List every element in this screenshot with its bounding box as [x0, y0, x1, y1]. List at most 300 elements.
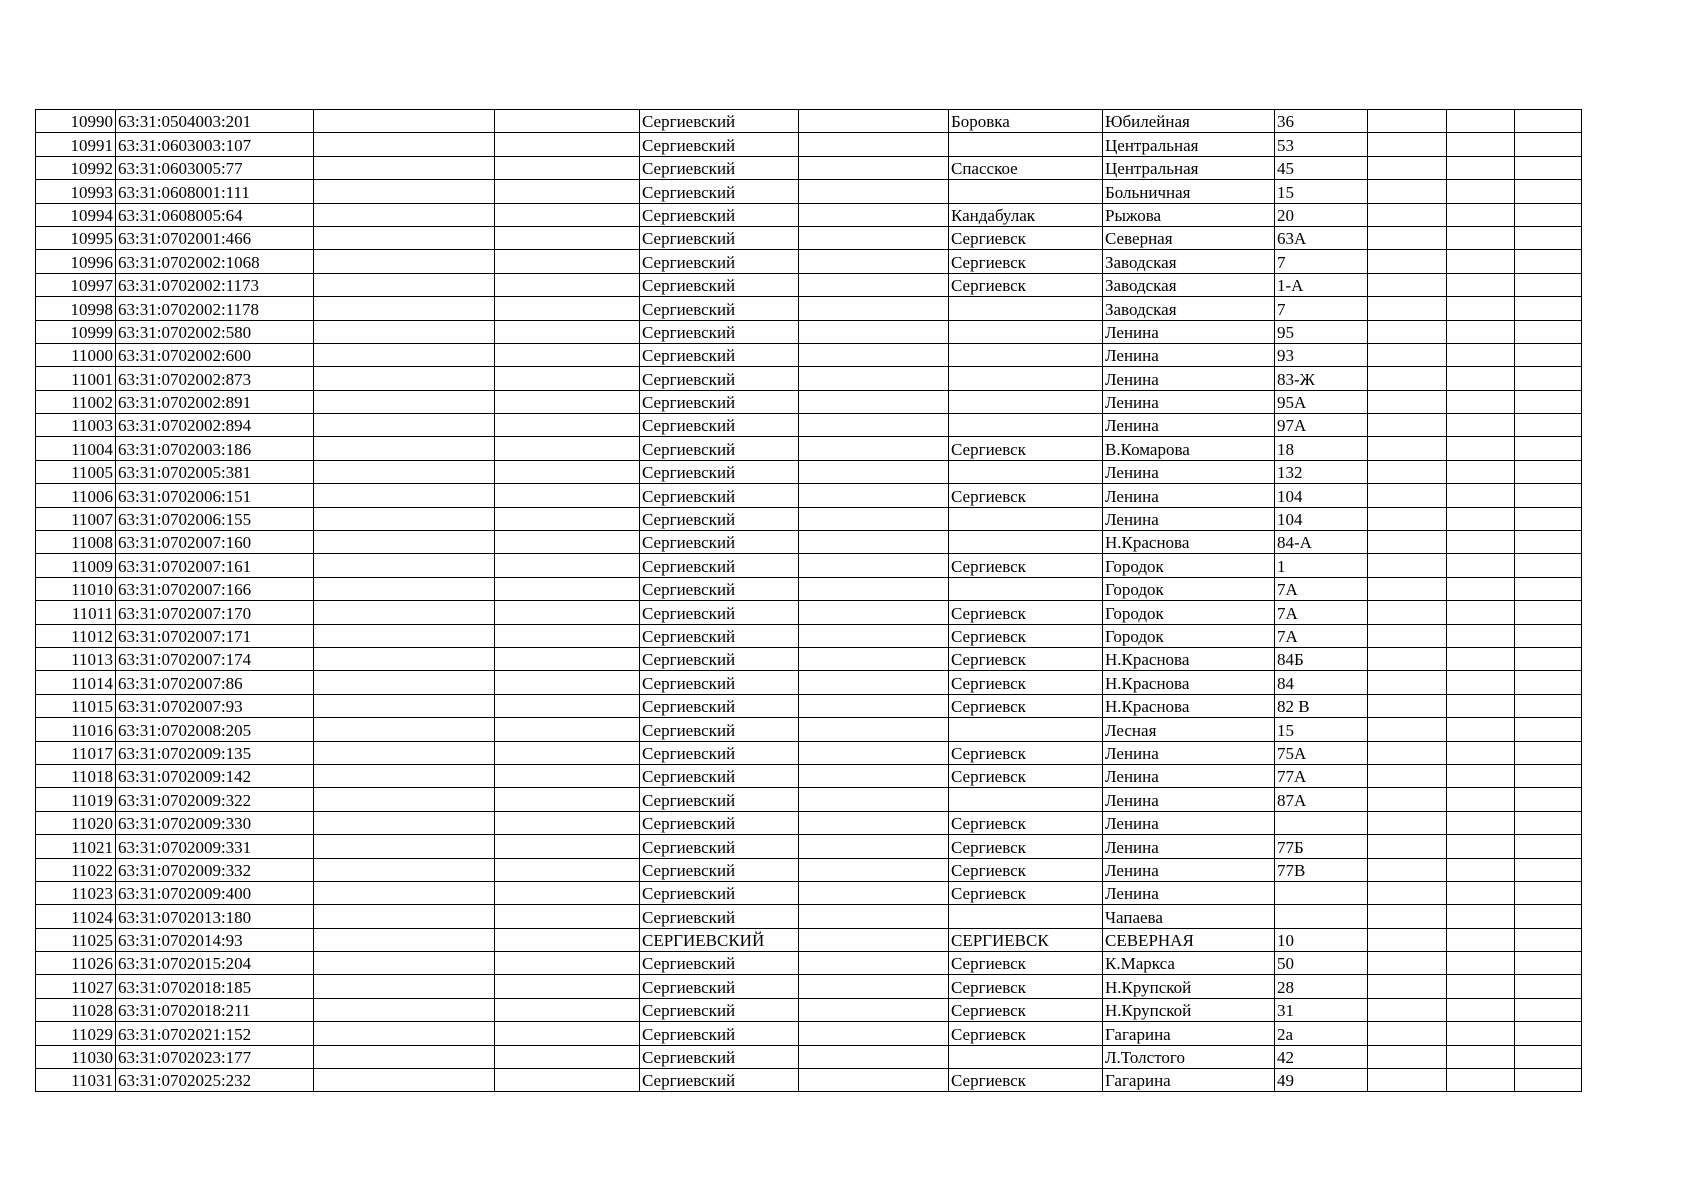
empty-cell [1368, 952, 1447, 975]
house-number-cell: 15 [1275, 180, 1368, 203]
street-cell: Городок [1103, 554, 1275, 577]
row-number-cell: 11031 [36, 1069, 116, 1092]
empty-cell [314, 1069, 495, 1092]
empty-cell [1447, 133, 1515, 156]
empty-cell [1368, 203, 1447, 226]
empty-cell [799, 764, 949, 787]
table-row [36, 437, 1582, 460]
district-cell: Сергиевский [640, 531, 799, 554]
table-row [36, 414, 1582, 437]
street-cell: Городок [1103, 601, 1275, 624]
empty-cell [495, 1045, 640, 1068]
empty-cell [799, 1069, 949, 1092]
empty-cell [1515, 741, 1582, 764]
row-number-cell: 11002 [36, 390, 116, 413]
cadastral-number-cell: 63:31:0603003:107 [116, 133, 314, 156]
empty-cell [799, 437, 949, 460]
settlement-cell: Сергиевск [949, 811, 1103, 834]
empty-cell [1515, 297, 1582, 320]
empty-cell [1368, 367, 1447, 390]
settlement-cell [949, 320, 1103, 343]
settlement-cell [949, 414, 1103, 437]
cadastral-number-cell: 63:31:0702009:400 [116, 881, 314, 904]
house-number-cell: 93 [1275, 343, 1368, 366]
row-number-cell: 11013 [36, 647, 116, 670]
empty-cell [495, 952, 640, 975]
empty-cell [1447, 320, 1515, 343]
house-number-cell: 75А [1275, 741, 1368, 764]
empty-cell [799, 133, 949, 156]
table-row [36, 484, 1582, 507]
empty-cell [1368, 741, 1447, 764]
empty-cell [1515, 647, 1582, 670]
empty-cell [1447, 788, 1515, 811]
row-number-cell: 11008 [36, 531, 116, 554]
house-number-cell: 83-Ж [1275, 367, 1368, 390]
empty-cell [1515, 858, 1582, 881]
empty-cell [1447, 343, 1515, 366]
district-cell: Сергиевский [640, 554, 799, 577]
house-number-cell: 7А [1275, 601, 1368, 624]
house-number-cell: 10 [1275, 928, 1368, 951]
empty-cell [495, 226, 640, 249]
empty-cell [1368, 647, 1447, 670]
street-cell: Л.Толстого [1103, 1045, 1275, 1068]
district-cell: Сергиевский [640, 718, 799, 741]
settlement-cell: Сергиевск [949, 764, 1103, 787]
cadastral-number-cell: 63:31:0702025:232 [116, 1069, 314, 1092]
district-cell: Сергиевский [640, 788, 799, 811]
settlement-cell: Сергиевск [949, 1069, 1103, 1092]
cadastral-register-table [35, 109, 1582, 1092]
house-number-cell: 104 [1275, 507, 1368, 530]
table-row [36, 554, 1582, 577]
empty-cell [799, 226, 949, 249]
table-row [36, 273, 1582, 296]
empty-cell [1515, 718, 1582, 741]
empty-cell [1368, 156, 1447, 179]
row-number-cell: 10999 [36, 320, 116, 343]
empty-cell [1447, 414, 1515, 437]
empty-cell [799, 390, 949, 413]
street-cell: Ленина [1103, 507, 1275, 530]
empty-cell [1368, 811, 1447, 834]
table-row [36, 577, 1582, 600]
empty-cell [799, 741, 949, 764]
empty-cell [495, 928, 640, 951]
empty-cell [799, 343, 949, 366]
street-cell: Северная [1103, 226, 1275, 249]
table-row [36, 226, 1582, 249]
district-cell: Сергиевский [640, 694, 799, 717]
street-cell: Ленина [1103, 484, 1275, 507]
empty-cell [799, 507, 949, 530]
district-cell: Сергиевский [640, 671, 799, 694]
empty-cell [495, 811, 640, 834]
house-number-cell: 95 [1275, 320, 1368, 343]
empty-cell [314, 554, 495, 577]
house-number-cell: 7 [1275, 250, 1368, 273]
empty-cell [314, 788, 495, 811]
empty-cell [799, 998, 949, 1021]
row-number-cell: 11020 [36, 811, 116, 834]
street-cell: Заводская [1103, 297, 1275, 320]
empty-cell [314, 507, 495, 530]
street-cell: Ленина [1103, 367, 1275, 390]
table-row [36, 250, 1582, 273]
empty-cell [1515, 320, 1582, 343]
district-cell: Сергиевский [640, 460, 799, 483]
district-cell: Сергиевский [640, 156, 799, 179]
settlement-cell: Сергиевск [949, 624, 1103, 647]
empty-cell [1368, 975, 1447, 998]
table-row [36, 624, 1582, 647]
table-row [36, 156, 1582, 179]
district-cell: Сергиевский [640, 250, 799, 273]
house-number-cell: 42 [1275, 1045, 1368, 1068]
empty-cell [1515, 998, 1582, 1021]
table-row [36, 507, 1582, 530]
empty-cell [495, 1069, 640, 1092]
row-number-cell: 11001 [36, 367, 116, 390]
empty-cell [799, 671, 949, 694]
empty-cell [1447, 835, 1515, 858]
empty-cell [314, 484, 495, 507]
cadastral-number-cell: 63:31:0702001:466 [116, 226, 314, 249]
empty-cell [1515, 390, 1582, 413]
empty-cell [495, 647, 640, 670]
empty-cell [314, 811, 495, 834]
district-cell: Сергиевский [640, 507, 799, 530]
empty-cell [799, 1022, 949, 1045]
empty-cell [799, 460, 949, 483]
street-cell: Ленина [1103, 741, 1275, 764]
empty-cell [799, 414, 949, 437]
cadastral-number-cell: 63:31:0702002:1173 [116, 273, 314, 296]
empty-cell [495, 484, 640, 507]
empty-cell [799, 367, 949, 390]
empty-cell [1368, 998, 1447, 1021]
row-number-cell: 11018 [36, 764, 116, 787]
row-number-cell: 11022 [36, 858, 116, 881]
empty-cell [1515, 811, 1582, 834]
street-cell: Заводская [1103, 250, 1275, 273]
row-number-cell: 11015 [36, 694, 116, 717]
empty-cell [495, 437, 640, 460]
street-cell: СЕВЕРНАЯ [1103, 928, 1275, 951]
empty-cell [799, 928, 949, 951]
empty-cell [1447, 601, 1515, 624]
street-cell: Ленина [1103, 764, 1275, 787]
table-row [36, 835, 1582, 858]
empty-cell [314, 975, 495, 998]
district-cell: Сергиевский [640, 273, 799, 296]
table-row [36, 531, 1582, 554]
empty-cell [495, 718, 640, 741]
empty-cell [495, 554, 640, 577]
district-cell: Сергиевский [640, 764, 799, 787]
house-number-cell: 7 [1275, 297, 1368, 320]
empty-cell [799, 975, 949, 998]
cadastral-number-cell: 63:31:0702006:155 [116, 507, 314, 530]
street-cell: Н.Крупской [1103, 975, 1275, 998]
empty-cell [495, 764, 640, 787]
empty-cell [1515, 226, 1582, 249]
district-cell: Сергиевский [640, 133, 799, 156]
settlement-cell: Сергиевск [949, 273, 1103, 296]
district-cell: Сергиевский [640, 367, 799, 390]
district-cell: Сергиевский [640, 390, 799, 413]
district-cell: Сергиевский [640, 741, 799, 764]
table-row [36, 203, 1582, 226]
district-cell: Сергиевский [640, 577, 799, 600]
empty-cell [1515, 203, 1582, 226]
row-number-cell: 11007 [36, 507, 116, 530]
settlement-cell: Сергиевск [949, 647, 1103, 670]
cadastral-number-cell: 63:31:0702009:331 [116, 835, 314, 858]
empty-cell [1368, 835, 1447, 858]
empty-cell [1447, 881, 1515, 904]
settlement-cell: Сергиевск [949, 437, 1103, 460]
cadastral-number-cell: 63:31:0702007:166 [116, 577, 314, 600]
empty-cell [1447, 952, 1515, 975]
street-cell: Ленина [1103, 858, 1275, 881]
empty-cell [1447, 250, 1515, 273]
street-cell: Больничная [1103, 180, 1275, 203]
house-number-cell [1275, 811, 1368, 834]
district-cell: Сергиевский [640, 647, 799, 670]
empty-cell [314, 647, 495, 670]
empty-cell [314, 414, 495, 437]
empty-cell [1447, 1045, 1515, 1068]
cadastral-number-cell: 63:31:0702015:204 [116, 952, 314, 975]
district-cell: Сергиевский [640, 811, 799, 834]
cadastral-number-cell: 63:31:0608001:111 [116, 180, 314, 203]
street-cell: Ленина [1103, 881, 1275, 904]
row-number-cell: 11024 [36, 905, 116, 928]
empty-cell [314, 718, 495, 741]
cadastral-number-cell: 63:31:0702002:1068 [116, 250, 314, 273]
empty-cell [1447, 180, 1515, 203]
empty-cell [799, 858, 949, 881]
house-number-cell: 82 В [1275, 694, 1368, 717]
empty-cell [314, 905, 495, 928]
street-cell: Городок [1103, 577, 1275, 600]
house-number-cell [1275, 881, 1368, 904]
empty-cell [1368, 343, 1447, 366]
empty-cell [799, 203, 949, 226]
empty-cell [799, 647, 949, 670]
empty-cell [1515, 133, 1582, 156]
empty-cell [1515, 624, 1582, 647]
empty-cell [314, 881, 495, 904]
empty-cell [495, 998, 640, 1021]
empty-cell [1368, 226, 1447, 249]
empty-cell [1368, 718, 1447, 741]
district-cell: Сергиевский [640, 297, 799, 320]
empty-cell [1515, 905, 1582, 928]
row-number-cell: 10995 [36, 226, 116, 249]
empty-cell [495, 671, 640, 694]
street-cell: Ленина [1103, 390, 1275, 413]
cadastral-number-cell: 63:31:0702002:1178 [116, 297, 314, 320]
street-cell: Рыжова [1103, 203, 1275, 226]
street-cell: Гагарина [1103, 1022, 1275, 1045]
row-number-cell: 11019 [36, 788, 116, 811]
cadastral-number-cell: 63:31:0702009:332 [116, 858, 314, 881]
settlement-cell: Сергиевск [949, 554, 1103, 577]
empty-cell [1515, 881, 1582, 904]
empty-cell [799, 156, 949, 179]
district-cell: Сергиевский [640, 835, 799, 858]
settlement-cell [949, 531, 1103, 554]
empty-cell [1515, 180, 1582, 203]
table-row [36, 647, 1582, 670]
empty-cell [1515, 928, 1582, 951]
empty-cell [1368, 694, 1447, 717]
settlement-cell: Сергиевск [949, 484, 1103, 507]
street-cell: В.Комарова [1103, 437, 1275, 460]
empty-cell [314, 1022, 495, 1045]
empty-cell [314, 694, 495, 717]
empty-cell [1447, 156, 1515, 179]
street-cell: Лесная [1103, 718, 1275, 741]
district-cell: Сергиевский [640, 110, 799, 133]
settlement-cell: Боровка [949, 110, 1103, 133]
empty-cell [1447, 624, 1515, 647]
row-number-cell: 11011 [36, 601, 116, 624]
settlement-cell: Сергиевск [949, 694, 1103, 717]
row-number-cell: 10991 [36, 133, 116, 156]
row-number-cell: 11016 [36, 718, 116, 741]
cadastral-number-cell: 63:31:0702007:93 [116, 694, 314, 717]
settlement-cell: Сергиевск [949, 975, 1103, 998]
empty-cell [495, 507, 640, 530]
cadastral-number-cell: 63:31:0702002:891 [116, 390, 314, 413]
table-row [36, 367, 1582, 390]
empty-cell [1447, 577, 1515, 600]
house-number-cell: 18 [1275, 437, 1368, 460]
empty-cell [314, 835, 495, 858]
cadastral-number-cell: 63:31:0702007:160 [116, 531, 314, 554]
settlement-cell [949, 718, 1103, 741]
empty-cell [1447, 694, 1515, 717]
table-row [36, 320, 1582, 343]
cadastral-number-cell: 63:31:0702009:322 [116, 788, 314, 811]
empty-cell [314, 437, 495, 460]
empty-cell [1447, 811, 1515, 834]
empty-cell [314, 273, 495, 296]
empty-cell [1368, 437, 1447, 460]
empty-cell [314, 624, 495, 647]
empty-cell [314, 367, 495, 390]
house-number-cell: 20 [1275, 203, 1368, 226]
row-number-cell: 11025 [36, 928, 116, 951]
house-number-cell: 7А [1275, 624, 1368, 647]
empty-cell [314, 203, 495, 226]
street-cell: Ленина [1103, 414, 1275, 437]
table-row [36, 343, 1582, 366]
settlement-cell: Сергиевск [949, 998, 1103, 1021]
empty-cell [1515, 531, 1582, 554]
settlement-cell: Сергиевск [949, 226, 1103, 249]
empty-cell [1515, 414, 1582, 437]
street-cell: Юбилейная [1103, 110, 1275, 133]
empty-cell [1368, 1069, 1447, 1092]
empty-cell [1368, 507, 1447, 530]
empty-cell [1447, 905, 1515, 928]
cadastral-number-cell: 63:31:0702009:330 [116, 811, 314, 834]
street-cell: Ленина [1103, 835, 1275, 858]
district-cell: Сергиевский [640, 180, 799, 203]
empty-cell [1368, 531, 1447, 554]
house-number-cell: 84-А [1275, 531, 1368, 554]
settlement-cell [949, 133, 1103, 156]
empty-cell [799, 250, 949, 273]
empty-cell [314, 952, 495, 975]
street-cell: Центральная [1103, 156, 1275, 179]
empty-cell [1368, 858, 1447, 881]
empty-cell [799, 835, 949, 858]
row-number-cell: 10993 [36, 180, 116, 203]
empty-cell [1368, 905, 1447, 928]
empty-cell [1515, 437, 1582, 460]
cadastral-number-cell: 63:31:0702018:185 [116, 975, 314, 998]
district-cell: Сергиевский [640, 1045, 799, 1068]
house-number-cell: 132 [1275, 460, 1368, 483]
empty-cell [1515, 554, 1582, 577]
empty-cell [1447, 1069, 1515, 1092]
empty-cell [799, 1045, 949, 1068]
street-cell: Н.Краснова [1103, 531, 1275, 554]
empty-cell [1515, 952, 1582, 975]
empty-cell [314, 577, 495, 600]
district-cell: Сергиевский [640, 414, 799, 437]
empty-cell [1447, 390, 1515, 413]
empty-cell [1368, 273, 1447, 296]
empty-cell [1515, 764, 1582, 787]
empty-cell [495, 110, 640, 133]
house-number-cell: 7А [1275, 577, 1368, 600]
empty-cell [1515, 975, 1582, 998]
empty-cell [1368, 180, 1447, 203]
empty-cell [799, 952, 949, 975]
empty-cell [1515, 110, 1582, 133]
street-cell: Ленина [1103, 460, 1275, 483]
settlement-cell: Сергиевск [949, 1022, 1103, 1045]
cadastral-number-cell: 63:31:0702002:894 [116, 414, 314, 437]
empty-cell [1368, 671, 1447, 694]
settlement-cell: Сергиевск [949, 881, 1103, 904]
row-number-cell: 11023 [36, 881, 116, 904]
empty-cell [799, 718, 949, 741]
settlement-cell: Сергиевск [949, 741, 1103, 764]
empty-cell [1447, 718, 1515, 741]
empty-cell [799, 694, 949, 717]
cadastral-number-cell: 63:31:0603005:77 [116, 156, 314, 179]
house-number-cell: 77В [1275, 858, 1368, 881]
table-row [36, 718, 1582, 741]
table-row [36, 928, 1582, 951]
table-row [36, 110, 1582, 133]
settlement-cell: Сергиевск [949, 835, 1103, 858]
table-row [36, 741, 1582, 764]
row-number-cell: 10990 [36, 110, 116, 133]
empty-cell [495, 343, 640, 366]
cadastral-number-cell: 63:31:0702021:152 [116, 1022, 314, 1045]
house-number-cell [1275, 905, 1368, 928]
street-cell: Н.Краснова [1103, 647, 1275, 670]
